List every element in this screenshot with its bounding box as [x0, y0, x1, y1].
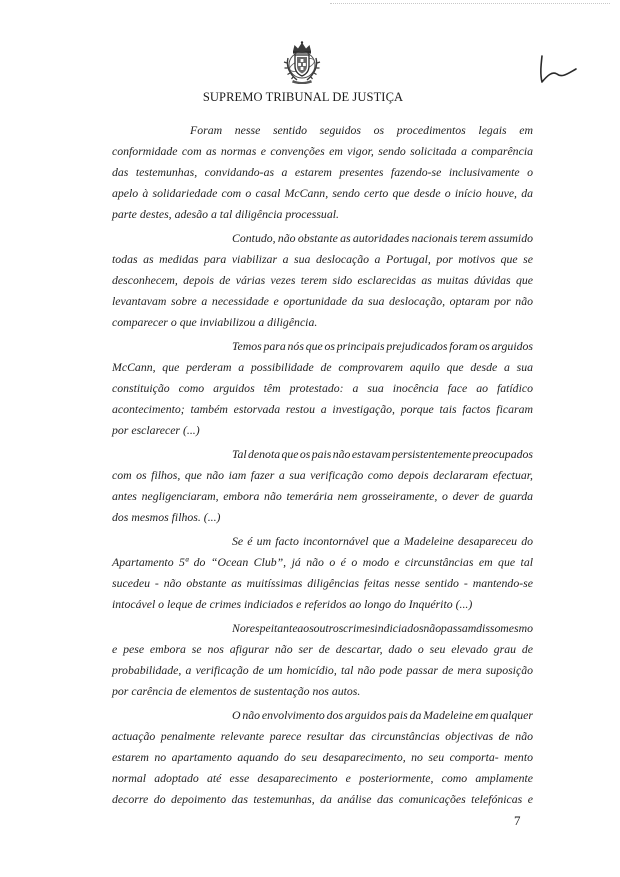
text-line: intocável o leque de crimes indiciados e referidos ao longo do Inquérito (...) — [112, 597, 473, 611]
text-line: O não envolvimento dos arguidos pais da Madeleine em qualquer — [232, 708, 533, 722]
text-line: estarem no apartamento aquando do seu desaparecimento, no seu comporta- mento — [112, 750, 533, 764]
text-line: No respeitante aos outros crimes indiciados não passam disso mesmo — [232, 621, 533, 635]
text-line: Contudo, não obstante as autoridades nacionais terem assumido — [232, 231, 533, 245]
scan-artifact — [330, 3, 610, 4]
coat-of-arms-icon — [279, 40, 325, 84]
text-line: acontecimento; também estorvada restou a investigação, porque tais factos ficaram — [112, 402, 533, 416]
text-line: das testemunhas, convidando-as a estarem presentes fazendo-se inclusivamente o — [112, 165, 533, 179]
paragraph — [112, 444, 533, 528]
paragraph — [112, 705, 533, 810]
text-line: por carência de elementos de sustentação nos autos. — [112, 684, 361, 698]
text-line: Foram nesse sentido seguidos os procedimentos legais em — [190, 123, 533, 137]
page-number: 7 — [514, 813, 521, 828]
paragraph — [112, 228, 533, 333]
text-line: normal adoptado até esse desaparecimento e posteriormente, como amplamente — [112, 771, 533, 785]
text-line: levantavam sobre a necessidade e oportunidade da sua deslocação, optaram por não — [112, 294, 533, 308]
text-line: Se é um facto incontornável que a Madeleine desapareceu do — [232, 534, 533, 548]
text-line: todas as medidas para viabilizar a sua deslocação a Portugal, por motivos que se — [112, 252, 533, 266]
text-line: Temos para nós que os principais prejudicados foram os arguidos — [232, 339, 533, 353]
text-line: Tal denota que os pais não estavam persistentemente preocupados — [232, 447, 533, 461]
text-line: com os filhos, que não iam fazer a sua verificação como depois declararam efectuar, — [112, 468, 533, 482]
handwritten-initial-icon — [532, 48, 584, 90]
text-line: antes negligenciaram, embora não temerária nem grosseiramente, o dever de guarda — [112, 489, 533, 503]
text-line: dos mesmos filhos. (...) — [112, 510, 221, 524]
text-line: actuação penalmente relevante parece resultar das circunstâncias objectivas de não — [112, 729, 533, 743]
text-line: sucedeu - não obstante as muitíssimas diligências feitas nesse sentido - mantendo-se — [112, 576, 533, 590]
paragraph — [112, 120, 533, 225]
text-line: conformidade com as normas e convenções em vigor, sendo solicitada a comparência — [112, 144, 533, 158]
text-line: e pese embora se nos afigurar não ser de descartar, dado o seu elevado grau de — [112, 642, 533, 656]
text-line: decorre do depoimento das testemunhas, da análise das comunicações telefónicas e — [112, 792, 533, 806]
paragraph — [112, 336, 533, 441]
text-line: parte destes, adesão a tal diligência processual. — [112, 207, 339, 221]
text-line: por esclarecer (...) — [112, 423, 200, 437]
text-line: apelo à solidariedade com o casal McCann, sendo certo que desde o início houve, da — [112, 186, 533, 200]
paragraph — [112, 531, 533, 615]
text-line: Apartamento 5ª do “Ocean Club”, já não o é o modo e circunstâncias em que tal — [112, 555, 533, 569]
paragraph — [112, 618, 533, 702]
document-body — [112, 120, 533, 813]
text-line: comparecer o que inviabilizou a diligência. — [112, 315, 318, 329]
text-line: McCann, que perderam a possibilidade de comprovarem aquilo que desde a sua — [112, 360, 533, 374]
text-line: constituição como arguidos têm protestado: a sua inocência face ao fatídico — [112, 381, 533, 395]
text-line: probabilidade, a verificação de um homicídio, tal não pode passar de mera suposição — [112, 663, 533, 677]
text-line: desconhecem, depois de várias vezes terem sido esclarecidas as muitas dúvidas que — [112, 273, 533, 287]
court-title: SUPREMO TRIBUNAL DE JUSTIÇA — [202, 90, 404, 104]
